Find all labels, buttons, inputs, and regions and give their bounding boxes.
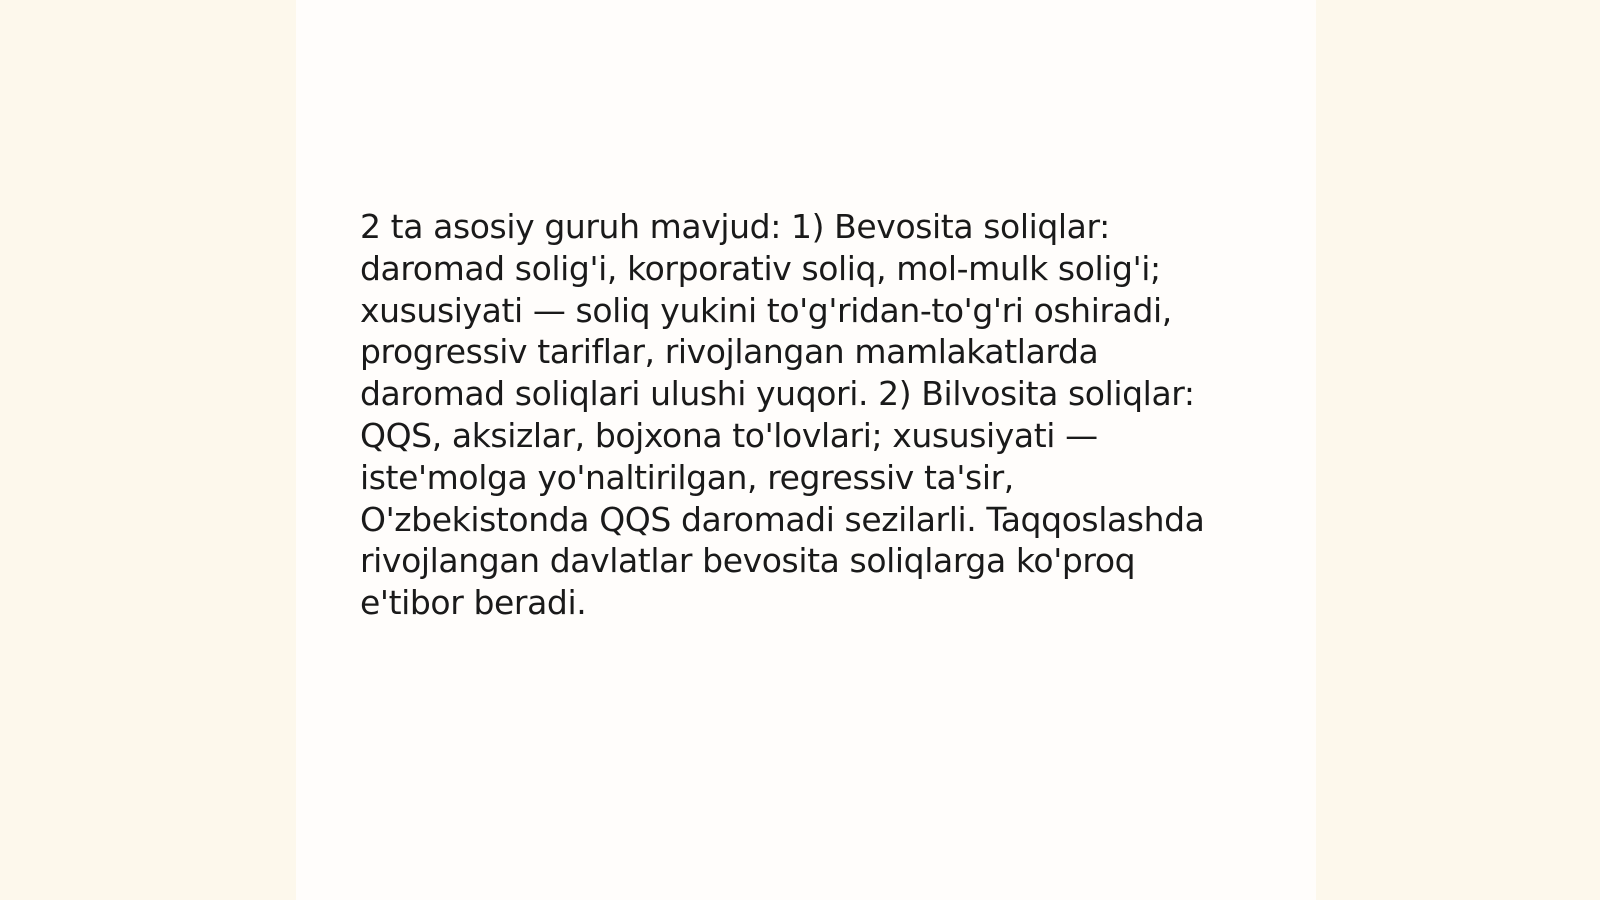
document-page: [296, 0, 1316, 900]
body-paragraph: 2 ta asosiy guruh mavjud: 1) Bevosita soliqlar: daromad solig'i, korporativ soliq, mol-mulk solig'i; xususiyati — soliq yukini to'g'ridan-to'g'ri oshiradi, progressiv tariflar, rivojlangan mamlakatlarda daromad soliqlari ulushi yuqori. 2) Bilvosita soliqlar: QQS, aksizlar, bojxona to'lovlari; xususiyati — iste'molga yo'naltirilgan, regressiv ta'sir, O'zbekistonda QQS daromadi sezilarli. Taqqoslashda rivojlangan davlatlar bevosita soliqlarga ko'proq e'tibor beradi.: [360, 207, 1205, 623]
